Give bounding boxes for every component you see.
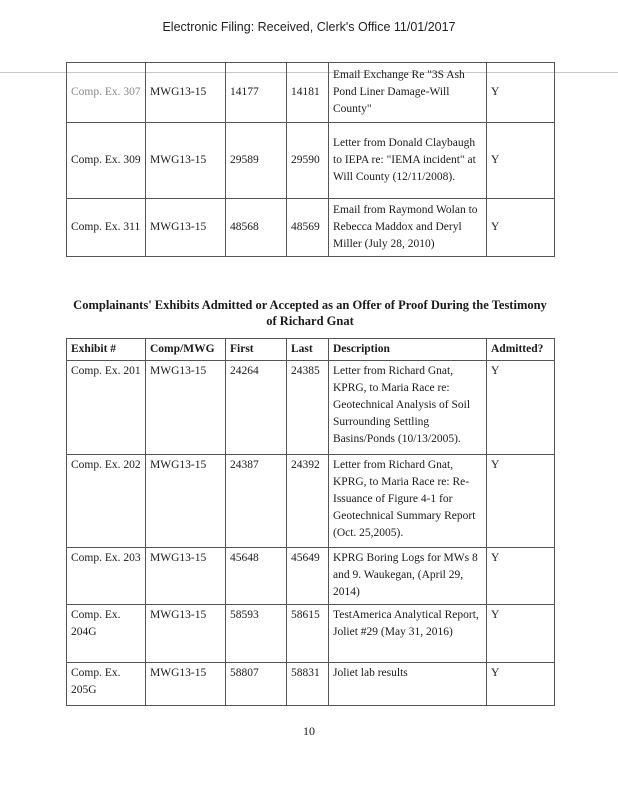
admitted-cell: Y	[487, 199, 555, 257]
table-row	[67, 63, 555, 123]
comp-mwg-cell: MWG13-15	[146, 361, 226, 455]
first-cell: 58807	[226, 663, 287, 706]
table-row	[67, 123, 555, 199]
last-cell: 14181	[287, 63, 329, 123]
last-cell: 29590	[287, 123, 329, 199]
last-cell: 45649	[287, 548, 329, 605]
admitted-cell: Y	[487, 63, 555, 123]
comp-mwg-cell: MWG13-15	[146, 663, 226, 706]
comp-mwg-cell: MWG13-15	[146, 199, 226, 257]
exhibit-cell: Comp. Ex. 204G	[67, 605, 146, 663]
exhibit-cell: Comp. Ex. 202	[67, 455, 146, 548]
page-number: 10	[303, 724, 315, 738]
comp-mwg-cell: MWG13-15	[146, 605, 226, 663]
filing-stamp: Electronic Filing: Received, Clerk's Office 11/01/2017	[162, 20, 456, 34]
table-row	[67, 663, 555, 706]
admitted-cell: Y	[487, 663, 555, 706]
description-cell: TestAmerica Analytical Report, Joliet #29 (May 31, 2016)	[329, 605, 487, 663]
admitted-cell: Y	[487, 123, 555, 199]
gnat-exhibits-table	[66, 338, 555, 706]
section-title-line1: Complainants' Exhibits Admitted or Accepted as an Offer of Proof During the Testimony	[73, 298, 547, 312]
first-cell: 29589	[226, 123, 287, 199]
exhibit-cell: Comp. Ex. 203	[67, 548, 146, 605]
exhibit-cell: Comp. Ex. 311	[67, 199, 146, 257]
admitted-cell: Y	[487, 548, 555, 605]
header-exhibit: Exhibit #	[67, 339, 146, 361]
description-cell: Letter from Richard Gnat, KPRG, to Maria Race re: Geotechnical Analysis of Soil Surrounding Settling Basins/Ponds (10/13/2005).	[329, 361, 487, 455]
last-cell: 24392	[287, 455, 329, 548]
description-cell: Letter from Richard Gnat, KPRG, to Maria Race re: Re-Issuance of Figure 4-1 for Geotechnical Summary Report (Oct. 25,2005).	[329, 455, 487, 548]
table-row	[67, 361, 555, 455]
first-cell: 58593	[226, 605, 287, 663]
admitted-cell: Y	[487, 361, 555, 455]
section-title-line2: of Richard Gnat	[266, 314, 354, 328]
first-cell: 24387	[226, 455, 287, 548]
header-comp-mwg: Comp/MWG	[146, 339, 226, 361]
table-row	[67, 605, 555, 663]
table-row	[67, 455, 555, 548]
admitted-cell: Y	[487, 605, 555, 663]
exhibit-cell: Comp. Ex. 201	[67, 361, 146, 455]
first-cell: 24264	[226, 361, 287, 455]
description-cell: Email Exchange Re "3S Ash Pond Liner Damage-Will County"	[329, 63, 487, 123]
first-cell: 14177	[226, 63, 287, 123]
section-title	[66, 297, 554, 329]
header-admitted: Admitted?	[487, 339, 555, 361]
header-description: Description	[329, 339, 487, 361]
header-first: First	[226, 339, 287, 361]
last-cell: 58831	[287, 663, 329, 706]
description-cell: Email from Raymond Wolan to Rebecca Maddox and Deryl Miller (July 28, 2010)	[329, 199, 487, 257]
comp-mwg-cell: MWG13-15	[146, 548, 226, 605]
exhibit-cell: Comp. Ex. 205G	[67, 663, 146, 706]
table-header-row	[67, 339, 555, 361]
description-cell: KPRG Boring Logs for MWs 8 and 9. Waukegan, (April 29, 2014)	[329, 548, 487, 605]
first-cell: 45648	[226, 548, 287, 605]
table-row	[67, 199, 555, 257]
description-cell: Joliet lab results	[329, 663, 487, 706]
admitted-cell: Y	[487, 455, 555, 548]
last-cell: 24385	[287, 361, 329, 455]
last-cell: 58615	[287, 605, 329, 663]
comp-mwg-cell: MWG13-15	[146, 123, 226, 199]
exhibits-table-continued	[66, 62, 555, 257]
comp-mwg-cell: MWG13-15	[146, 63, 226, 123]
description-cell: Letter from Donald Claybaugh to IEPA re: "IEMA incident" at Will County (12/11/2008).	[329, 123, 487, 199]
table-row	[67, 548, 555, 605]
exhibit-cell: Comp. Ex. 309	[67, 123, 146, 199]
comp-mwg-cell: MWG13-15	[146, 455, 226, 548]
last-cell: 48569	[287, 199, 329, 257]
exhibit-cell: Comp. Ex. 307	[67, 63, 146, 123]
header-last: Last	[287, 339, 329, 361]
first-cell: 48568	[226, 199, 287, 257]
